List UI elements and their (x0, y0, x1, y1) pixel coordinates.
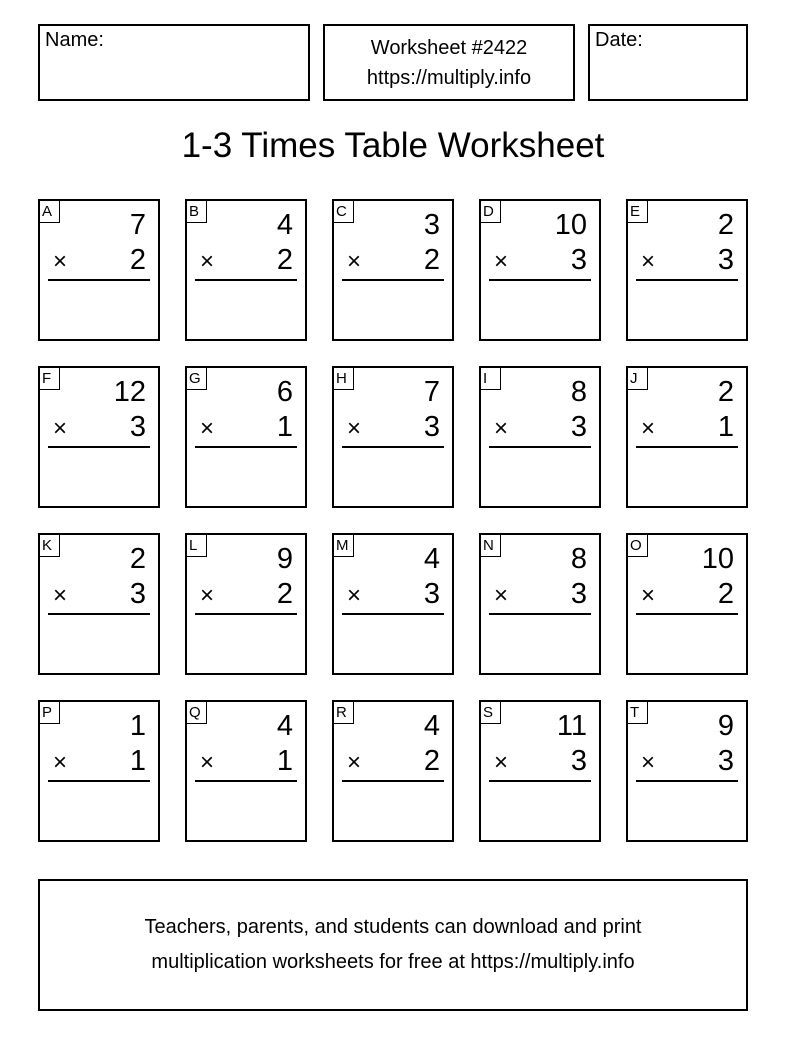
times-sign: × (494, 582, 509, 609)
problem-e[interactable] (626, 199, 748, 341)
answer-line (48, 780, 150, 782)
problem-letter: D (481, 201, 501, 223)
multiplier: 1 (129, 745, 146, 777)
multiplicand: 12 (113, 376, 146, 408)
problem-letter: M (334, 535, 354, 557)
problem-letter: P (40, 702, 60, 724)
problem-h[interactable] (332, 366, 454, 508)
multiplicand: 4 (423, 543, 440, 575)
multiplier: 1 (276, 745, 293, 777)
name-field-box[interactable] (38, 24, 310, 101)
problem-l[interactable] (185, 533, 307, 675)
multiplier: 2 (423, 244, 440, 276)
multiplicand: 8 (570, 376, 587, 408)
problem-b[interactable] (185, 199, 307, 341)
problem-c[interactable] (332, 199, 454, 341)
multiplicand: 2 (129, 543, 146, 575)
multiplier: 2 (129, 244, 146, 276)
problem-d[interactable] (479, 199, 601, 341)
answer-line (342, 446, 444, 448)
problem-letter: F (40, 368, 60, 390)
problem-letter: A (40, 201, 60, 223)
name-label: Name: (45, 29, 104, 51)
problem-i[interactable] (479, 366, 601, 508)
problem-letter: Q (187, 702, 207, 724)
date-label: Date: (595, 29, 643, 51)
multiplier: 3 (129, 411, 146, 443)
worksheet-number: Worksheet #2422 (370, 37, 528, 59)
multiplicand: 9 (717, 710, 734, 742)
problem-letter: L (187, 535, 207, 557)
multiplier: 3 (717, 745, 734, 777)
problem-letter: G (187, 368, 207, 390)
answer-line (342, 279, 444, 281)
multiplier: 3 (423, 411, 440, 443)
times-sign: × (347, 749, 362, 776)
multiplier: 2 (276, 578, 293, 610)
multiplicand: 2 (717, 209, 734, 241)
worksheet-url: https://multiply.info (366, 67, 532, 89)
multiplicand: 4 (423, 710, 440, 742)
problem-letter: B (187, 201, 207, 223)
problem-letter: H (334, 368, 354, 390)
problem-letter: O (628, 535, 648, 557)
times-sign: × (347, 415, 362, 442)
problem-letter: T (628, 702, 648, 724)
problem-s[interactable] (479, 700, 601, 842)
answer-line (489, 613, 591, 615)
problem-a[interactable] (38, 199, 160, 341)
times-sign: × (641, 749, 656, 776)
times-sign: × (641, 415, 656, 442)
date-field-box[interactable] (588, 24, 748, 101)
problem-o[interactable] (626, 533, 748, 675)
problem-n[interactable] (479, 533, 601, 675)
answer-line (636, 780, 738, 782)
answer-line (195, 446, 297, 448)
answer-line (195, 613, 297, 615)
problem-r[interactable] (332, 700, 454, 842)
multiplier: 2 (276, 244, 293, 276)
multiplicand: 6 (276, 376, 293, 408)
multiplicand: 4 (276, 710, 293, 742)
multiplier: 1 (717, 411, 734, 443)
problem-letter: S (481, 702, 501, 724)
multiplier: 3 (570, 411, 587, 443)
footer-line-2: multiplication worksheets for free at https://multiply.info (151, 951, 635, 973)
multiplier: 2 (717, 578, 734, 610)
multiplier: 1 (276, 411, 293, 443)
problem-k[interactable] (38, 533, 160, 675)
answer-line (636, 613, 738, 615)
problem-g[interactable] (185, 366, 307, 508)
answer-line (48, 613, 150, 615)
times-sign: × (200, 248, 215, 275)
problem-m[interactable] (332, 533, 454, 675)
times-sign: × (347, 582, 362, 609)
answer-line (48, 279, 150, 281)
multiplicand: 9 (276, 543, 293, 575)
multiplier: 3 (570, 244, 587, 276)
multiplicand: 10 (701, 543, 734, 575)
problem-letter: C (334, 201, 354, 223)
times-sign: × (494, 749, 509, 776)
multiplier: 3 (717, 244, 734, 276)
multiplicand: 7 (129, 209, 146, 241)
footer-line-1: Teachers, parents, and students can download and print (144, 916, 642, 938)
problem-letter: N (481, 535, 501, 557)
problem-letter: J (628, 368, 648, 390)
times-sign: × (641, 248, 656, 275)
multiplier: 3 (570, 745, 587, 777)
answer-line (489, 279, 591, 281)
answer-line (48, 446, 150, 448)
times-sign: × (347, 248, 362, 275)
worksheet-info-box (323, 24, 575, 101)
answer-line (489, 446, 591, 448)
answer-line (342, 613, 444, 615)
multiplier: 2 (423, 745, 440, 777)
problem-f[interactable] (38, 366, 160, 508)
answer-line (489, 780, 591, 782)
problem-q[interactable] (185, 700, 307, 842)
times-sign: × (200, 415, 215, 442)
times-sign: × (641, 582, 656, 609)
times-sign: × (494, 248, 509, 275)
multiplicand: 2 (717, 376, 734, 408)
multiplier: 3 (570, 578, 587, 610)
multiplicand: 8 (570, 543, 587, 575)
times-sign: × (200, 749, 215, 776)
times-sign: × (53, 248, 68, 275)
problem-p[interactable] (38, 700, 160, 842)
multiplicand: 3 (423, 209, 440, 241)
multiplicand: 11 (556, 710, 587, 742)
problem-letter: R (334, 702, 354, 724)
multiplicand: 10 (554, 209, 587, 241)
answer-line (195, 279, 297, 281)
multiplicand: 4 (276, 209, 293, 241)
problem-j[interactable] (626, 366, 748, 508)
problem-letter: E (628, 201, 648, 223)
times-sign: × (200, 582, 215, 609)
answer-line (636, 279, 738, 281)
answer-line (195, 780, 297, 782)
problem-letter: K (40, 535, 60, 557)
multiplier: 3 (129, 578, 146, 610)
problem-t[interactable] (626, 700, 748, 842)
answer-line (636, 446, 738, 448)
times-sign: × (53, 749, 68, 776)
multiplicand: 1 (129, 710, 146, 742)
footer-box (38, 879, 748, 1011)
page-title: 1-3 Times Table Worksheet (181, 126, 605, 165)
multiplier: 3 (423, 578, 440, 610)
answer-line (342, 780, 444, 782)
problem-letter: I (481, 368, 501, 390)
times-sign: × (53, 415, 68, 442)
times-sign: × (53, 582, 68, 609)
multiplicand: 7 (423, 376, 440, 408)
times-sign: × (494, 415, 509, 442)
